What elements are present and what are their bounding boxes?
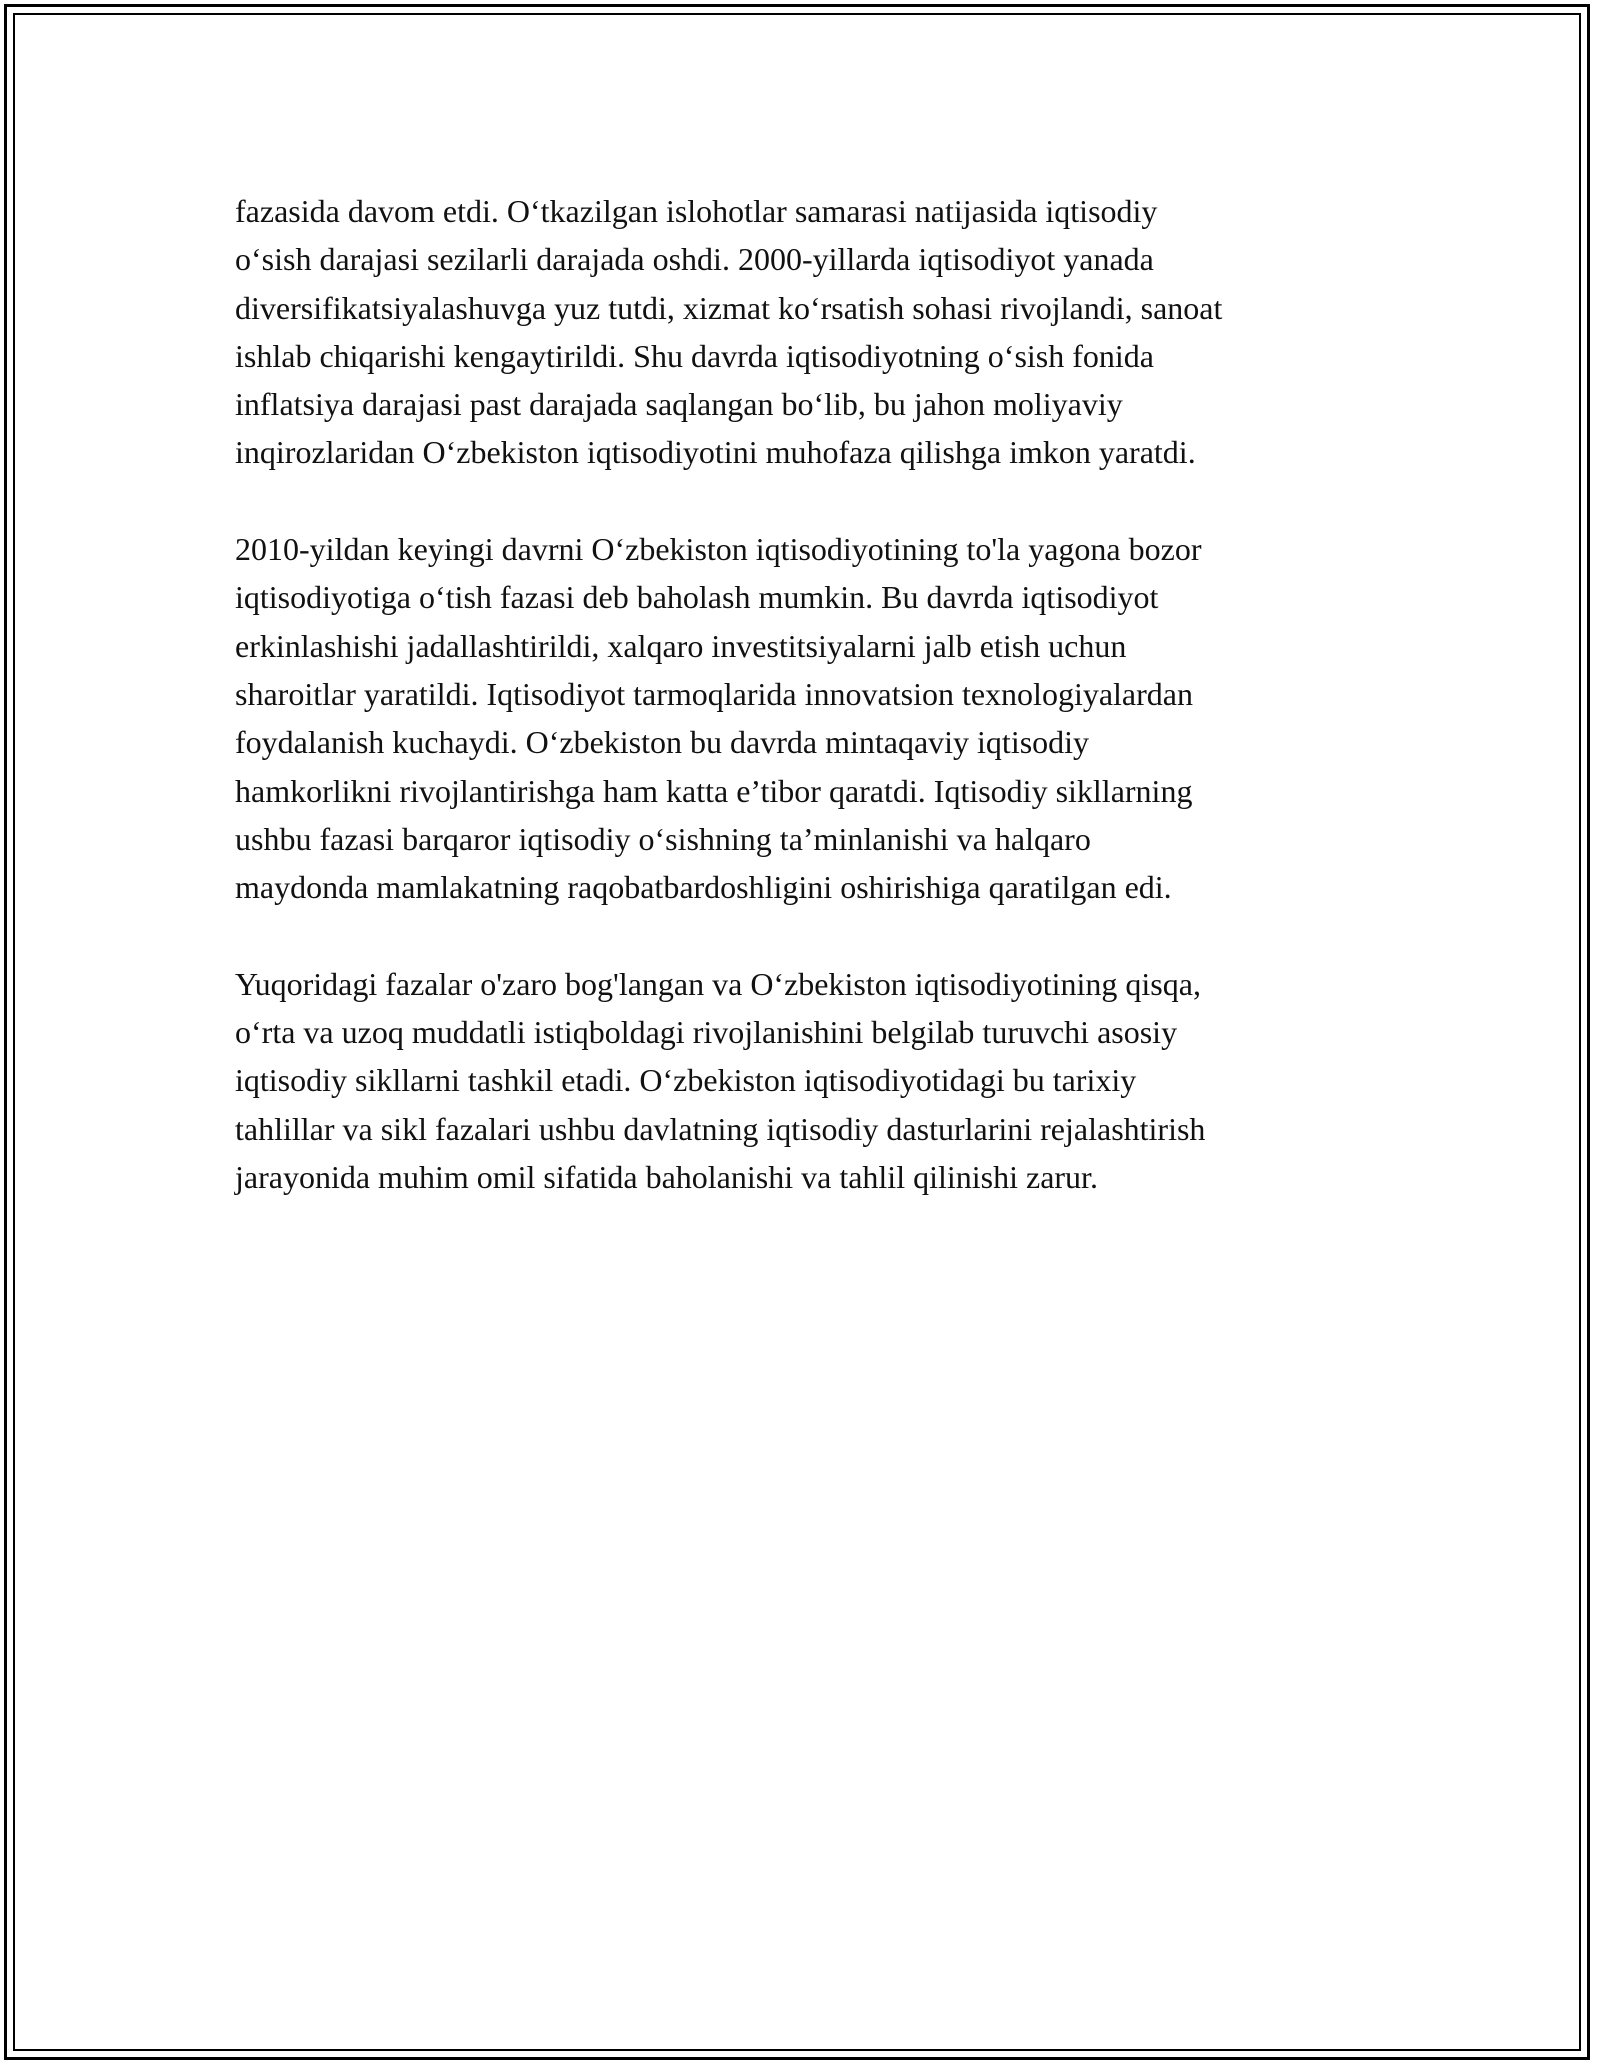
paragraph-3: Yuqoridagi fazalar o'zaro bog'langan va O‘zbekiston iqtisodiyotining qisqa, o‘rta va uzoq muddatli istiqboldagi rivojlanishini belgilab turuvchi asosiy iqtisodiy sikllarni tashkil etadi. O‘zbekiston iqtisodiyotidagi bu tarixiy tahlillar va sikl fazalari ushbu davlatning iqtisodiy dasturlarini rejalashtirish jarayonida muhim omil sifatida baholanishi va tahlil qilinishi zarur. [235,965,1206,1195]
paragraph-2: 2010-yildan keyingi davrni O‘zbekiston iqtisodiyotining to'la yagona bozor iqtisodiyotiga o‘tish fazasi deb baholash mumkin. Bu davrda iqtisodiyot erkinlashishi jadallashtirildi, xalqaro investitsiyalarni jalb etish uchun sharoitlar yaratildi. Iqtisodiyot tarmoqlarida innovatsion texnologiyalardan foydalanish kuchaydi. O‘zbekiston bu davrda mintaqaviy iqtisodiy hamkorlikni rivojlantirishga ham katta e’tibor qaratdi. Iqtisodiy sikllarning ushbu fazasi barqaror iqtisodiy o‘sishning ta’minlanishi va halqaro maydonda mamlakatning raqobatbardoshligini oshirishiga qaratilgan edi. [235,531,1202,906]
document-body [235,187,1375,1250]
paragraph-1: fazasida davom etdi. O‘tkazilgan islohotlar samarasi natijasida iqtisodiy o‘sish darajasi sezilarli darajada oshdi. 2000-yillarda iqtisodiyot yanada diversifikatsiyalashuvga yuz tutdi, xizmat ko‘rsatish sohasi rivojlandi, sanoat ishlab chiqarishi kengaytirildi. Shu davrda iqtisodiyotning o‘sish fonida inflatsiya darajasi past darajada saqlangan bo‘lib, bu jahon moliyaviy inqirozlaridan O‘zbekiston iqtisodiyotini muhofaza qilishga imkon yaratdi. [235,193,1223,471]
